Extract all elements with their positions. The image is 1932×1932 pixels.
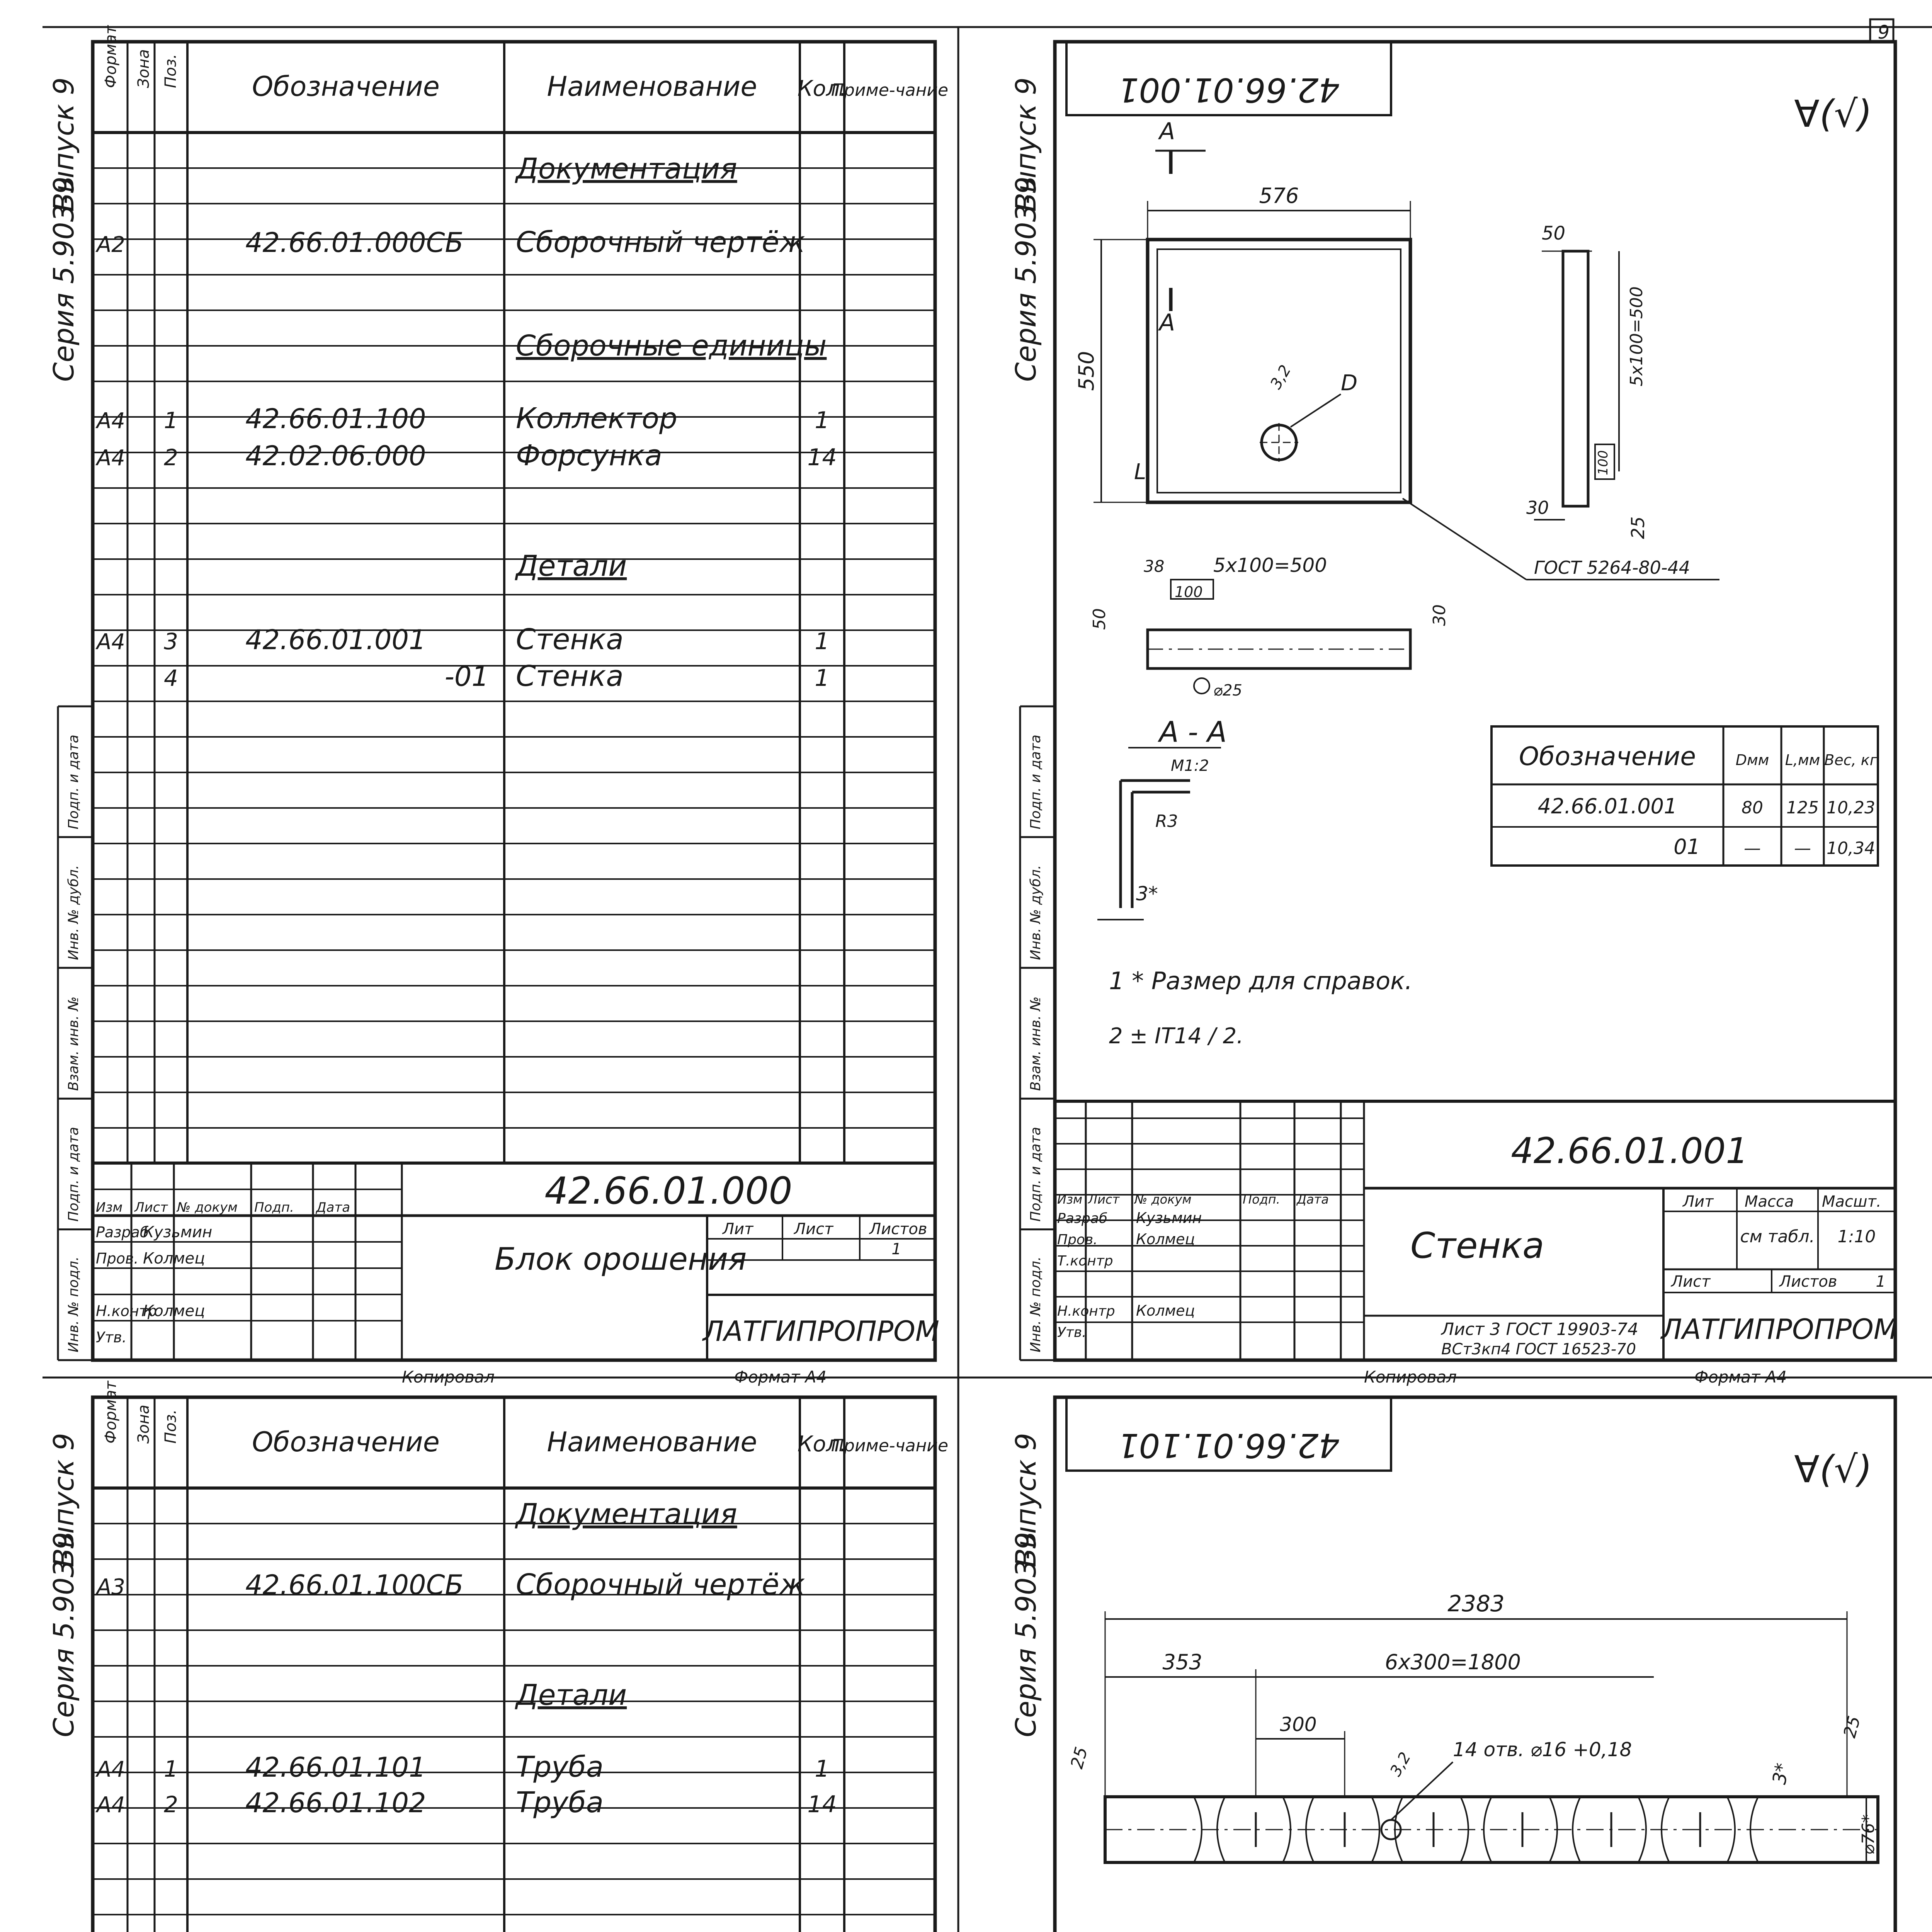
tb-razrab: Разраб	[1057, 1211, 1108, 1226]
stamp-label: Инв. № дубл.	[1028, 865, 1044, 960]
stamp-label: Подп. и дата	[1028, 1127, 1044, 1222]
hdr-zone: Зона	[135, 49, 153, 88]
section-scale: М1:2	[1171, 757, 1209, 775]
tb-sheet: Лист	[794, 1220, 833, 1238]
table-header: L,мм	[1785, 752, 1820, 769]
tb-razrab: Разраб	[96, 1224, 149, 1241]
copied-label: Копировал	[1364, 1367, 1457, 1386]
series-label: Серия 5.903-9	[1010, 176, 1042, 382]
table-cell: 01	[1673, 835, 1700, 859]
tb-org: ЛАТГИПРОПРОМ	[703, 1315, 939, 1347]
table-cell: —	[1794, 838, 1811, 858]
dia-label: ⌀76*	[1859, 1814, 1878, 1855]
tb-izm: Изм	[1057, 1192, 1083, 1207]
weld-leader	[1403, 498, 1526, 580]
cell-designation: 42.66.01.000СБ	[245, 227, 464, 259]
tb-mass: Масса	[1745, 1193, 1794, 1211]
hdr-pos: Поз.	[162, 1409, 180, 1444]
cell-name: Детали	[516, 1679, 627, 1712]
bottom-first-label: 100	[1175, 583, 1203, 600]
format-label: Формат А4	[1694, 1367, 1787, 1386]
format-label: Формат А4	[734, 1367, 827, 1386]
cell-format: A2	[97, 232, 125, 257]
cell-name: Форсунка	[516, 439, 662, 472]
tb-utv: Утв.	[1057, 1325, 1087, 1340]
hdr-qty: Кол.	[797, 1432, 847, 1457]
table-header: Вес, кг	[1824, 752, 1878, 769]
rough-label: 3,2	[1386, 1749, 1415, 1779]
tb-izm: Изм	[96, 1200, 123, 1215]
hdr-name: Наименование	[547, 71, 757, 102]
cell-qty: 14	[807, 1791, 837, 1818]
rough-label: 3,2	[1267, 362, 1295, 392]
tb-person: Колмец	[1136, 1231, 1195, 1248]
cell-qty: 1	[815, 407, 830, 434]
cell-name: Сборочный чертёж	[516, 1568, 805, 1601]
issue-label: Выпуск 9	[1010, 77, 1042, 212]
table-cell: 10,34	[1827, 838, 1875, 858]
cell-pos: 2	[164, 1791, 178, 1818]
dim-total-label: 2383	[1447, 1590, 1505, 1617]
stamp-label: Подп. и дата	[66, 1127, 82, 1222]
roughness-sign: ∀(√)	[1794, 92, 1872, 136]
tb-mass-value: см табл.	[1740, 1227, 1815, 1247]
wall-label: 3*	[1768, 1761, 1794, 1786]
cell-format: A3	[97, 1575, 125, 1600]
section-title: А - А	[1159, 716, 1227, 749]
cell-pos: 3	[164, 628, 178, 655]
bottom-hole-label: ⌀25	[1213, 682, 1242, 699]
hole-leader	[1291, 394, 1341, 427]
cell-name: Труба	[516, 1786, 604, 1819]
tb-lit: Лит	[1683, 1193, 1714, 1211]
tb-nkontr: Н.контр	[1057, 1303, 1115, 1319]
tb-sign: Подп.	[254, 1200, 294, 1215]
copied-label: Копировал	[402, 1367, 495, 1386]
cell-format: A4	[97, 446, 125, 471]
section-thk: 3*	[1136, 883, 1158, 905]
table-cell: —	[1744, 838, 1761, 858]
tb-person: Колмец	[143, 1250, 205, 1267]
table-cell: 42.66.01.001	[1537, 794, 1677, 818]
tb-list: Лист	[134, 1200, 168, 1215]
tb-material: Лист 3 ГОСТ 19903-74	[1441, 1320, 1639, 1339]
cell-pos: 1	[164, 1756, 178, 1782]
stamp-label: Взам. инв. №	[66, 996, 82, 1091]
table-header: Обозначение	[1519, 742, 1696, 771]
side-pitch-label: 5x100=500	[1627, 286, 1646, 386]
section-label: А	[1159, 309, 1175, 336]
stamp-label: Подп. и дата	[66, 735, 82, 830]
tb-org: ЛАТГИПРОПРОМ	[1661, 1313, 1898, 1345]
cell-designation: -01	[444, 661, 489, 692]
cell-format: A4	[97, 408, 125, 434]
tb-sheets-count: 1	[1876, 1273, 1886, 1291]
tb-prov: Пров.	[1057, 1232, 1098, 1248]
note-line: 2 ± IT14 / 2.	[1109, 1024, 1244, 1049]
bottom-hole-mark	[1194, 678, 1209, 694]
hdr-note: Приме-чание	[831, 1436, 949, 1456]
hdr-designation: Обозначение	[252, 71, 440, 102]
tb-sheets: Листов	[1779, 1273, 1837, 1291]
tb-code: 42.66.01.000	[544, 1169, 793, 1213]
series-label: Серия 5.903-9	[48, 1532, 80, 1737]
tb-sign: Подп.	[1243, 1192, 1280, 1207]
tb-utv: Утв.	[96, 1329, 127, 1346]
tb-nkontr: Н.контр	[96, 1303, 157, 1320]
tb-list: Лист	[1088, 1192, 1120, 1207]
tb-scale-value: 1:10	[1837, 1227, 1876, 1247]
side-top-label: 50	[1542, 223, 1566, 244]
cell-format: A4	[97, 1757, 125, 1782]
issue-label: Выпуск 9	[1010, 1433, 1042, 1567]
side-bot-label: 30	[1526, 497, 1549, 518]
tb-prov: Пров.	[96, 1250, 139, 1267]
cell-name: Документация	[516, 1498, 737, 1531]
cell-format: A4	[97, 1793, 125, 1818]
sheet-frame-s3	[93, 1397, 935, 1932]
dim-l-label: L	[1134, 459, 1146, 485]
stamp-label: Инв. № подл.	[1028, 1256, 1044, 1352]
end-cut-label: 25	[1840, 1714, 1865, 1740]
frame-text	[48, 22, 1898, 1932]
section-label: А	[1159, 118, 1175, 145]
cell-pos: 4	[164, 665, 178, 691]
cell-pos: 2	[164, 444, 178, 471]
hdr-zone: Зона	[135, 1405, 153, 1444]
hdr-name: Наименование	[547, 1426, 757, 1458]
series-label: Серия 5.903-9	[48, 176, 80, 382]
cell-name: Стенка	[516, 623, 624, 656]
dim-first-label: 353	[1162, 1650, 1202, 1674]
tb-person: Кузьмин	[1136, 1209, 1202, 1226]
cell-designation: 42.66.01.101	[245, 1752, 426, 1783]
dim-step-label: 300	[1280, 1713, 1317, 1736]
mirrored-code: 42.66.01.001	[1117, 70, 1340, 109]
table-cell: 125	[1786, 798, 1819, 818]
issue-label: Выпуск 9	[48, 77, 80, 212]
table-cell: 80	[1742, 798, 1763, 818]
table-header: Dмм	[1735, 752, 1769, 769]
side-view	[1563, 251, 1588, 506]
note-line: 1 * Размер для справок.	[1109, 967, 1413, 995]
hdr-qty: Кол.	[797, 76, 847, 101]
dim-pitch-label: 6x300=1800	[1384, 1650, 1521, 1674]
tb-title: Стенка	[1410, 1225, 1544, 1266]
bottom-h2-label: 30	[1430, 604, 1449, 626]
stamp-label: Подп. и дата	[1028, 735, 1044, 830]
table-cell: 10,23	[1827, 798, 1875, 818]
tb-tkontr: Т.контр	[1057, 1253, 1113, 1269]
bottom-h-label: 50	[1090, 608, 1109, 630]
stamp-label: Взам. инв. №	[1028, 996, 1044, 1091]
cell-name: Коллектор	[516, 402, 677, 435]
tb-sheets-count: 1	[891, 1240, 901, 1258]
cell-designation: 42.66.01.102	[245, 1787, 426, 1819]
tb-person: Колмец	[1136, 1302, 1195, 1319]
cell-name: Детали	[516, 549, 627, 583]
cell-name: Стенка	[516, 660, 624, 693]
tb-date: Дата	[316, 1200, 350, 1215]
roughness-sign: ∀(√)	[1794, 1448, 1872, 1491]
mirrored-code: 42.66.01.101	[1117, 1426, 1340, 1464]
tb-person: Кузьмин	[143, 1223, 213, 1241]
issue-label: Выпуск 9	[48, 1433, 80, 1567]
side-end-label: 25	[1628, 516, 1648, 539]
frame-lines	[43, 19, 1932, 1932]
end-left-label: 25	[1067, 1745, 1092, 1771]
stamp-label: Инв. № дубл.	[66, 865, 82, 960]
cell-name: Документация	[516, 152, 737, 185]
cell-pos: 1	[164, 407, 178, 434]
tb-doc: № докум	[1134, 1192, 1192, 1207]
hdr-pos: Поз.	[162, 54, 180, 88]
dim-width-label: 576	[1259, 184, 1299, 208]
series-label: Серия 5.903-9	[1010, 1532, 1042, 1737]
cell-designation: 42.66.01.001	[245, 624, 426, 656]
tb-scale: Масшт.	[1822, 1193, 1881, 1211]
bottom-start-label: 38	[1144, 557, 1165, 576]
hdr-format: Формат	[102, 25, 120, 88]
tb-code: 42.66.01.001	[1511, 1130, 1748, 1172]
stamp-label: Инв. № подл.	[66, 1256, 82, 1352]
cell-qty: 14	[807, 444, 837, 471]
cell-designation: 42.66.01.100СБ	[245, 1569, 464, 1601]
side-first-label: 100	[1595, 450, 1611, 475]
cell-qty: 1	[815, 665, 830, 692]
holes-label: 14 отв. ⌀16 +0,18	[1453, 1738, 1632, 1761]
tb-sheet: Лист	[1671, 1273, 1711, 1291]
cell-name: Сборочный чертёж	[516, 226, 805, 259]
tb-title: Блок орошения	[495, 1241, 747, 1277]
tb-person: Колмец	[143, 1302, 205, 1320]
section-radius: R3	[1155, 811, 1178, 831]
cell-qty: 1	[815, 1755, 830, 1782]
cell-qty: 1	[815, 628, 830, 655]
hdr-designation: Обозначение	[252, 1426, 440, 1458]
weld-label: ГОСТ 5264-80-44	[1534, 557, 1690, 578]
cell-designation: 42.02.06.000	[245, 440, 426, 472]
cell-designation: 42.66.01.100	[245, 403, 426, 435]
hdr-note: Приме-чание	[831, 80, 949, 100]
cell-name: Труба	[516, 1750, 604, 1784]
page-number: 9	[1878, 22, 1889, 43]
cell-format: A4	[97, 629, 125, 655]
tb-doc: № докум	[177, 1200, 238, 1215]
hdr-format: Формат	[102, 1381, 120, 1444]
bottom-pitch-label: 5x100=500	[1213, 554, 1327, 577]
tb-material: ВСт3кп4 ГОСТ 16523-70	[1441, 1340, 1636, 1358]
tb-date: Дата	[1297, 1192, 1329, 1207]
tb-lit: Лит	[723, 1220, 753, 1238]
tb-sheets: Листов	[869, 1220, 927, 1238]
hole-label: D	[1341, 371, 1358, 396]
cell-name: Сборочные единицы	[516, 329, 827, 362]
dim-height-label: 550	[1074, 351, 1099, 391]
